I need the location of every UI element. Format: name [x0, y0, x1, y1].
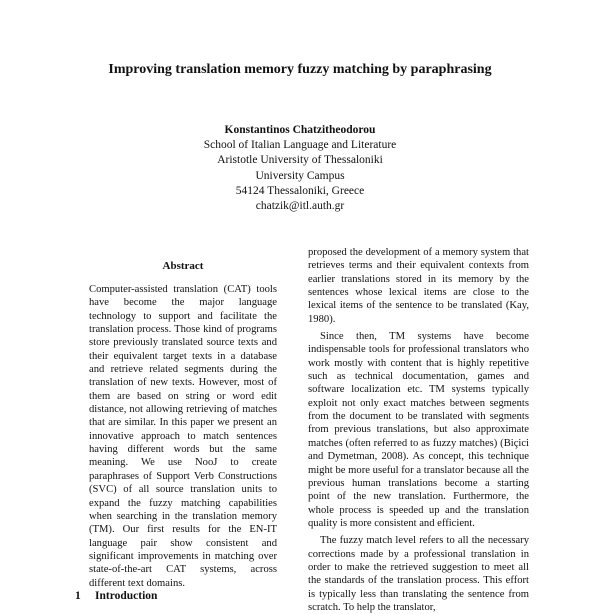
abstract-heading: Abstract — [162, 260, 204, 272]
author-block — [0, 123, 600, 214]
section-number: 1 — [75, 590, 81, 602]
body-paragraph-3: The fuzzy match level refers to all the necessary corrections made by a professional translation in order to make the retrieved suggestion to meet all the standards of the translation process. This effort is typically less than translating the sentence from scratch. To help the translator, — [308, 535, 529, 613]
author-name: Konstantinos Chatzitheodorou — [224, 124, 376, 136]
author-affiliation-campus: University Campus — [255, 169, 345, 182]
author-address: 54124 Thessaloniki, Greece — [235, 184, 365, 197]
section-heading-introduction — [75, 590, 157, 602]
right-column — [308, 246, 529, 614]
section-title: Introduction — [95, 590, 158, 602]
paper-title: Improving translation memory fuzzy matching by paraphrasing — [108, 62, 492, 77]
abstract-text: Computer-assisted translation (CAT) tools have become the major language technology to support and facilitate the translation process. Those kind of programs store previously translated source texts and their equivalent target texts in a database and retrieve related segments during the translation of new texts. However, most of them are based on string or word edit distance, not allowing retrieving of matches that are similar. In this paper we present an innovative approach to match sentences having different words but the same meaning. We use NooJ to create paraphrases of Support Verb Constructions (SVC) of all source translation units to expand the fuzzy matching capabilities when searching in the translation memory (TM). Our first results for the EN-IT language pair show consistent and significant improvements in matching over state-of-the-art CAT systems, across different text domains. — [89, 284, 277, 589]
author-affiliation-university: Aristotle University of Thessaloniki — [217, 154, 383, 167]
body-paragraph-1: proposed the development of a memory system that retrieves terms and their equivalent contexts from earlier translations stored in its memory by the sentences whose lexical items are close to the lexical items of the sentence to be translated (Kay, 1980). — [308, 247, 529, 325]
author-affiliation-school: School of Italian Language and Literature — [203, 139, 397, 152]
body-paragraph-2: Since then, TM systems have become indispensable tools for professional translators who work mostly with content that is highly repetitive such as technical documentation, games and software localization etc. TM systems typically exploit not only exact matches between segments from the document to be translated with segments from previous translations, but also approximate matches (often referred to as fuzzy matches) (Biçici and Dymetman, 2008). As concept, this technique might be more useful for a translator because all the previous human translations become a starting point of the new translation. Furthermore, the whole process is speeded up and the translation quality is more consistent and efficient. — [308, 331, 529, 529]
author-email: chatzik@itl.auth.gr — [255, 200, 345, 213]
left-column — [89, 260, 277, 590]
